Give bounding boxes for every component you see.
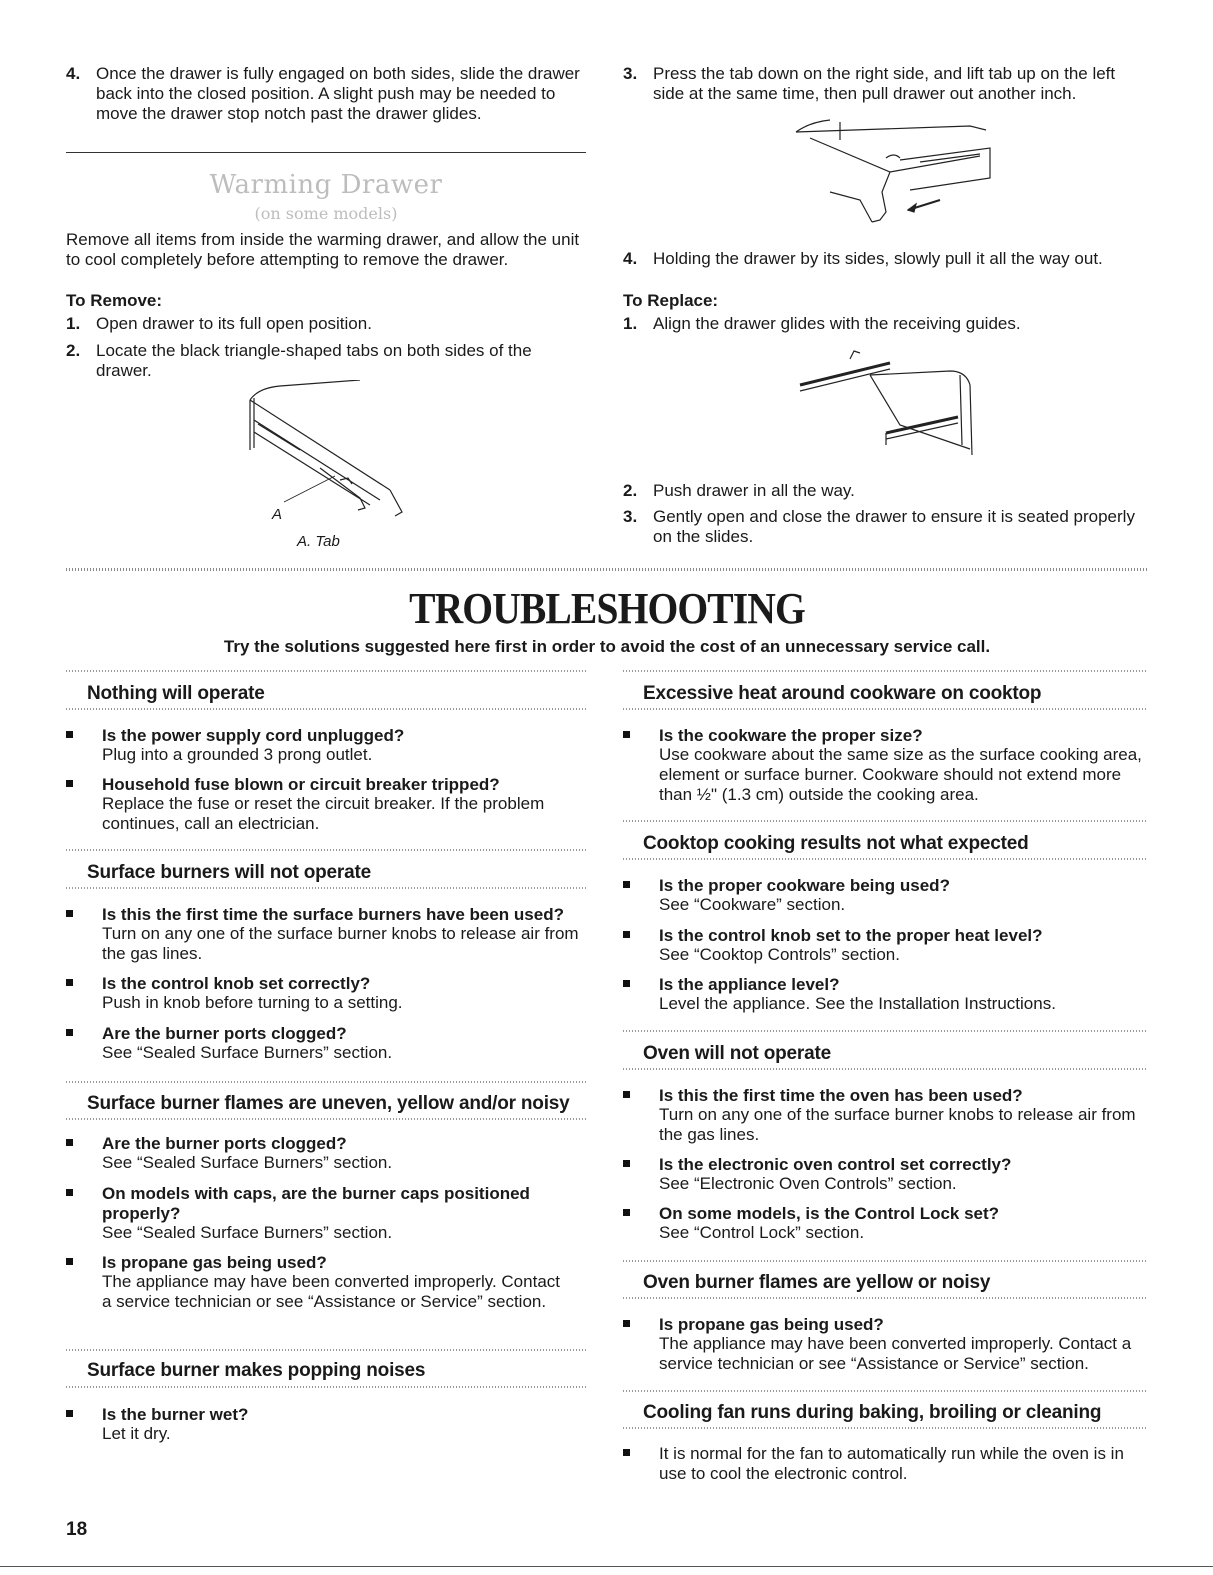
full-width-rule <box>66 568 1148 571</box>
item-question: Is the power supply cord unplugged? <box>102 726 405 745</box>
bullet-icon <box>66 1029 73 1036</box>
step-number: 4. <box>66 64 81 83</box>
section-rule <box>623 1297 1148 1299</box>
item-answer: Turn on any one of the surface burner knobs to release air from the gas lines. <box>102 924 579 963</box>
bottom-edge-rule <box>0 1566 1213 1567</box>
step-number: 3. <box>623 64 638 83</box>
section-heading: Cooling fan runs during baking, broiling or cleaning <box>643 1402 1102 1423</box>
drawer-glides-illustration <box>790 345 980 460</box>
item-answer: See “Cookware” section. <box>659 895 846 914</box>
step-text: Align the drawer glides with the receiving guides. <box>653 314 1021 333</box>
section-rule <box>623 1390 1148 1392</box>
bullet-icon <box>66 1189 73 1196</box>
item-answer: The appliance may have been converted improperly. Contact a service technician or see “Assistance or Service” section. <box>659 1334 1132 1373</box>
item-answer: See “Sealed Surface Burners” section. <box>102 1153 393 1172</box>
step-number: 3. <box>623 507 638 526</box>
bullet-icon <box>66 1258 73 1265</box>
section-heading: Oven will not operate <box>643 1043 831 1064</box>
section-rule <box>66 1118 588 1120</box>
drawer-tab-illustration <box>240 380 420 520</box>
section-heading: Oven burner flames are yellow or noisy <box>643 1272 991 1293</box>
item-answer: See “Cooktop Controls” section. <box>659 945 900 964</box>
warming-drawer-subtitle: (on some models) <box>254 204 398 223</box>
figure-caption: A. Tab <box>297 533 340 550</box>
bullet-icon <box>66 1139 73 1146</box>
item-question: Is this the first time the surface burners have been used? <box>102 905 564 924</box>
drawer-pull-illustration <box>790 112 1000 227</box>
section-heading: Surface burners will not operate <box>87 862 371 883</box>
item-question: Are the burner ports clogged? <box>102 1134 347 1153</box>
section-divider <box>66 152 586 153</box>
figure-label-a: A <box>272 506 283 523</box>
step-text: Locate the black triangle-shaped tabs on both sides of the drawer. <box>96 341 532 380</box>
bullet-icon <box>623 1320 630 1327</box>
section-rule <box>623 1260 1148 1262</box>
section-rule <box>623 1427 1148 1429</box>
bullet-icon <box>623 881 630 888</box>
to-remove-heading: To Remove: <box>66 291 163 310</box>
item-answer: Push in knob before turning to a setting. <box>102 993 403 1012</box>
bullet-icon <box>623 1091 630 1098</box>
section-rule <box>66 849 588 851</box>
step-text: Press the tab down on the right side, and lift tab up on the left side at the same time, then pull drawer out another inch. <box>653 64 1116 103</box>
section-rule <box>623 820 1148 822</box>
bullet-icon <box>66 1410 73 1417</box>
section-heading: Cooktop cooking results not what expected <box>643 833 1029 854</box>
item-answer: Plug into a grounded 3 prong outlet. <box>102 745 373 764</box>
bullet-icon <box>623 731 630 738</box>
item-question: Is the control knob set correctly? <box>102 974 371 993</box>
item-answer: See “Control Lock” section. <box>659 1223 865 1242</box>
troubleshooting-intro: Try the solutions suggested here first in order to avoid the cost of an unnecessary service call. <box>223 637 991 656</box>
warming-intro: Remove all items from inside the warming drawer, and allow the unit to cool completely before attempting to remove the drawer. <box>66 230 580 269</box>
step-number: 1. <box>66 314 81 333</box>
item-answer: See “Sealed Surface Burners” section. <box>102 1043 393 1062</box>
item-question: Is propane gas being used? <box>659 1315 884 1334</box>
section-heading: Surface burner flames are uneven, yellow and/or noisy <box>87 1093 570 1114</box>
bullet-icon <box>66 979 73 986</box>
bullet-icon <box>66 780 73 787</box>
item-answer: Level the appliance. See the Installation Instructions. <box>659 994 1056 1013</box>
section-rule <box>623 708 1148 710</box>
bullet-icon <box>623 931 630 938</box>
bullet-icon <box>623 1209 630 1216</box>
item-question: Is this the first time the oven has been used? <box>659 1086 1023 1105</box>
section-rule <box>66 1349 588 1351</box>
section-rule <box>623 1030 1148 1032</box>
item-answer: Use cookware about the same size as the surface cooking area, element or surface burner. Cookware should not extend more than ½" (1.3 cm) outside the cooking area. <box>659 745 1142 804</box>
item-answer: Let it dry. <box>102 1424 171 1443</box>
item-answer: See “Sealed Surface Burners” section. <box>102 1223 393 1242</box>
section-rule <box>66 708 588 710</box>
step-number: 4. <box>623 249 638 268</box>
step-text: Holding the drawer by its sides, slowly pull it all the way out. <box>653 249 1103 268</box>
step-text: Gently open and close the drawer to ensure it is seated properly on the slides. <box>653 507 1135 546</box>
item-answer: The appliance may have been converted improperly. Contact a service technician or see “Assistance or Service” section. <box>102 1272 560 1311</box>
section-heading: Nothing will operate <box>87 683 265 704</box>
troubleshooting-title: TROUBLESHOOTING <box>409 584 805 633</box>
item-question: Is the electronic oven control set correctly? <box>659 1155 1012 1174</box>
item-answer: Replace the fuse or reset the circuit breaker. If the problem continues, call an electrician. <box>102 794 545 833</box>
bullet-icon <box>66 910 73 917</box>
warming-drawer-title: Warming Drawer <box>209 170 443 200</box>
item-answer: See “Electronic Oven Controls” section. <box>659 1174 957 1193</box>
step-number: 2. <box>66 341 81 360</box>
item-question: Is the appliance level? <box>659 975 840 994</box>
step-number: 1. <box>623 314 638 333</box>
section-heading: Excessive heat around cookware on cooktop <box>643 683 1042 704</box>
section-rule <box>66 670 588 672</box>
section-rule <box>623 1068 1148 1070</box>
bullet-icon <box>623 980 630 987</box>
step-text: Push drawer in all the way. <box>653 481 855 500</box>
item-question: Is the burner wet? <box>102 1405 249 1424</box>
to-replace-heading: To Replace: <box>623 291 719 310</box>
item-question: Is propane gas being used? <box>102 1253 327 1272</box>
item-answer: It is normal for the fan to automatically run while the oven is in use to cool the electronic control. <box>659 1444 1124 1483</box>
item-question: Are the burner ports clogged? <box>102 1024 347 1043</box>
step-text: Once the drawer is fully engaged on both sides, slide the drawer back into the closed position. A slight push may be needed to move the drawer stop notch past the drawer glides. <box>96 64 580 123</box>
item-question: Is the cookware the proper size? <box>659 726 923 745</box>
section-rule <box>66 1386 588 1388</box>
item-question: Household fuse blown or circuit breaker tripped? <box>102 775 500 794</box>
step-text: Open drawer to its full open position. <box>96 314 372 333</box>
item-question: Is the proper cookware being used? <box>659 876 950 895</box>
section-rule <box>66 1081 588 1083</box>
bullet-icon <box>623 1160 630 1167</box>
step-number: 2. <box>623 481 638 500</box>
section-rule <box>66 887 588 889</box>
item-question: On some models, is the Control Lock set? <box>659 1204 1000 1223</box>
bullet-icon <box>623 1449 630 1456</box>
section-heading: Surface burner makes popping noises <box>87 1360 426 1381</box>
section-rule <box>623 670 1148 672</box>
page-number: 18 <box>66 1519 88 1540</box>
item-question: Is the control knob set to the proper heat level? <box>659 926 1043 945</box>
item-answer: Turn on any one of the surface burner knobs to release air from the gas lines. <box>659 1105 1136 1144</box>
section-rule <box>623 858 1148 860</box>
item-question: On models with caps, are the burner caps positioned properly? <box>102 1184 530 1223</box>
bullet-icon <box>66 731 73 738</box>
